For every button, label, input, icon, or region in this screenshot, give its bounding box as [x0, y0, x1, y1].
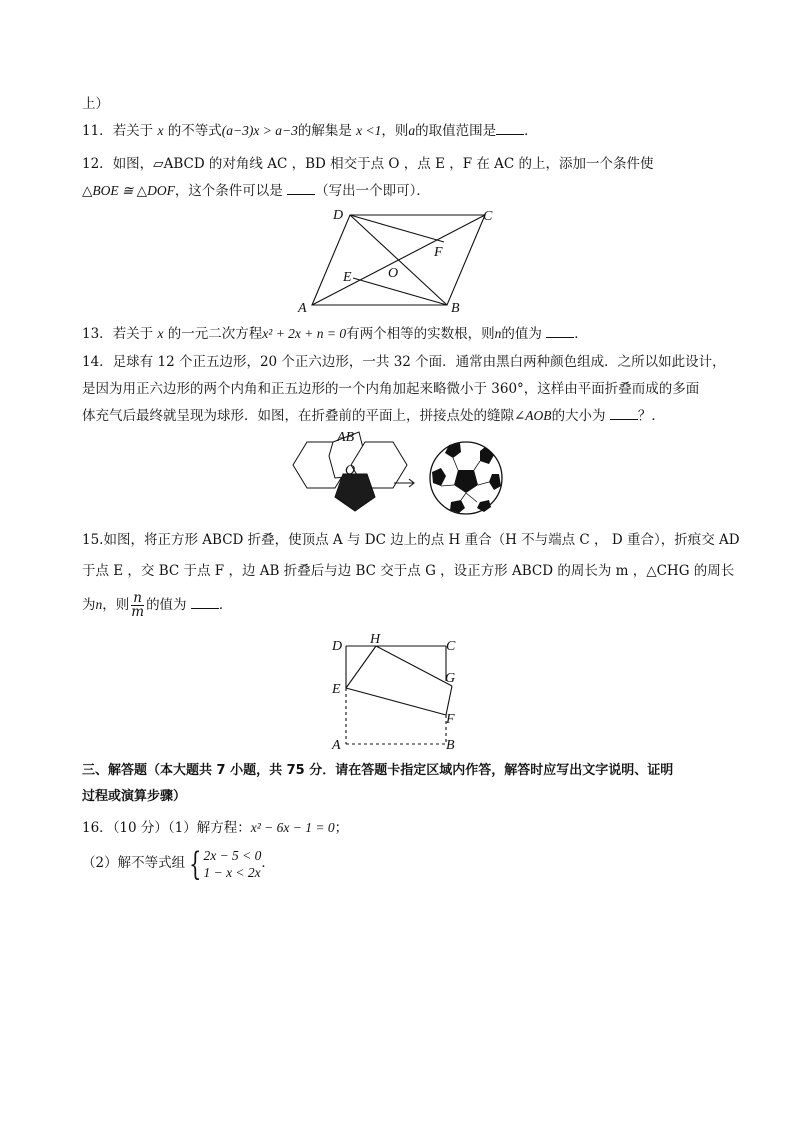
q11-solution: x <1 — [356, 123, 382, 138]
question-12-line-2 — [82, 181, 430, 201]
q12-line-2-text: ，这个条件可以是 — [174, 183, 283, 199]
label-e: E — [332, 682, 341, 697]
q14-line-3-end: ？． — [637, 408, 665, 424]
q15-square-figure — [328, 632, 468, 754]
label-d: D — [332, 639, 343, 654]
label-b: B — [345, 430, 355, 445]
q13-number: 13． — [82, 326, 113, 342]
q14-number: 14． — [82, 354, 113, 370]
section-3-heading-line-1: 三、解答题（本大题共 7 小题，共 75 分．请在答题卡指定区域内作答，解答时应写出文字说明、证明 — [82, 763, 674, 778]
q11-text-1: 若关于 — [112, 123, 154, 139]
q14-line-2-text: 是因为用正六边形的两个内角和正五边形的一个内角加起来略微小于 360°，这样由平面折叠而成的多面 — [82, 381, 700, 397]
q11-var-a: a — [408, 123, 416, 138]
q15-line-1-text: 如图，将正方形 ABCD 折叠，使顶点 A 与 DC 边上的点 H 重合（H 不与端点 C ， D 重合），折痕交 AD — [103, 532, 740, 548]
label-b: B — [446, 738, 455, 753]
q12-answer-blank — [287, 182, 315, 195]
label-d: D — [333, 208, 344, 223]
q11-text-4: ，则 — [381, 123, 409, 139]
label-c: C — [446, 639, 456, 654]
q13-equation: x² + 2x + n = 0 — [262, 326, 347, 341]
question-11 — [82, 121, 538, 141]
label-h: H — [370, 632, 381, 647]
q11-text-3: 的解集是 — [297, 123, 352, 139]
q12-number: 12． — [82, 156, 113, 172]
question-13 — [82, 324, 588, 344]
question-14-line-1 — [82, 352, 726, 372]
q15-number: 15. — [82, 532, 104, 548]
label-g: G — [445, 671, 456, 686]
crease-ef — [346, 688, 446, 715]
label-o: O — [388, 266, 399, 281]
label-ab — [336, 430, 355, 445]
label-a: A — [298, 301, 307, 316]
question-14-line-2 — [82, 379, 699, 399]
label-f: F — [434, 245, 443, 260]
q15-line-3-text-b: ，则 — [102, 597, 130, 613]
question-15-line-3 — [82, 590, 232, 620]
question-14-line-3 — [82, 406, 665, 426]
q16-part-2-end: ． — [261, 855, 275, 871]
q14-line-3-text: 体充气后最终就呈现为球形．如图，在折叠前的平面上，拼接点处的缝隙 — [82, 408, 514, 424]
q14-line-1-text: 足球有 12 个正五边形，20 个正六边形，一共 32 个面．通常由黑白两种颜色组成．之所以如此设计， — [112, 354, 726, 370]
q15-line-2-text: 于点 E ，交 BC 于点 F ，边 AB 折叠后与边 BC 交于点 G ，设正方形 ABCD 的周长为 m ，△CHG 的周长 — [82, 563, 735, 579]
question-16-part-1 — [82, 818, 348, 838]
label-a: A — [332, 738, 341, 753]
fraction-numerator: n — [131, 592, 144, 606]
q16-equation: x² − 6x − 1 = 0 — [250, 820, 335, 835]
q14-answer-blank — [610, 407, 638, 420]
q13-text-2: 的一元二次方程 — [167, 326, 263, 342]
inequality-2: 1 − x < 2x — [203, 864, 261, 880]
top-fragment: 上） — [82, 96, 109, 112]
question-12-line-1 — [82, 154, 654, 174]
question-16-part-2 — [82, 845, 275, 881]
q11-answer-blank — [496, 122, 524, 135]
q16-part-1-end: ； — [334, 820, 349, 836]
q12-parallelogram-figure — [295, 205, 510, 317]
q15-fraction — [131, 592, 144, 619]
inequality-1: 2x − 5 < 0 — [203, 847, 262, 863]
q14-figure — [285, 428, 507, 523]
q13-text-4: 的值为 — [501, 326, 542, 342]
q11-text-5: 的取值范围是 — [415, 123, 497, 139]
q11-inequality: (a−3)x > a−3 — [221, 123, 298, 138]
q13-end: ． — [574, 326, 588, 342]
label-o: O — [345, 463, 356, 478]
system-brace: { — [189, 844, 202, 883]
q13-var-x: x — [157, 326, 164, 341]
folded-gf — [446, 686, 452, 715]
q16-points: （10 分） — [112, 820, 168, 836]
q16-part-1-label: （1）解方程： — [167, 820, 251, 836]
question-15-line-2 — [82, 561, 734, 581]
label-a: A — [337, 430, 346, 445]
q14-line-3-text-b: 的大小为 — [551, 408, 606, 424]
folded-hg — [376, 646, 452, 686]
inequality-system — [203, 847, 261, 881]
segment-eh — [346, 646, 376, 688]
q12-congruence: △BOE ≅ △DOF — [82, 183, 175, 198]
q12-line-2-end: （写出一个即可）． — [315, 183, 430, 199]
q15-answer-blank — [191, 596, 219, 609]
q15-end: ． — [218, 597, 233, 613]
label-b: B — [451, 301, 460, 316]
q15-var-n: n — [95, 597, 103, 612]
q16-part-2-label: （2）解不等式组 — [82, 855, 186, 871]
question-15-line-1 — [82, 530, 740, 550]
label-e: E — [343, 270, 352, 285]
black-pentagon — [335, 474, 375, 511]
q15-line-3-text-a: 为 — [82, 597, 96, 613]
q12-line-1-text: 如图，▱ABCD 的对角线 AC ，BD 相交于点 O ，点 E ，F 在 AC 的上，添加一个条件使 — [112, 156, 654, 172]
q16-number: 16． — [82, 820, 113, 836]
q11-end: ． — [524, 123, 538, 139]
q13-text-3: 有两个相等的实数根，则 — [346, 326, 495, 342]
q11-var-x: x — [157, 123, 164, 138]
soccer-ball — [430, 442, 502, 514]
label-c: C — [483, 209, 493, 224]
q11-text-2: 的不等式 — [167, 123, 222, 139]
label-f: F — [446, 712, 455, 727]
q15-line-3-text-c: 的值为 — [146, 597, 187, 613]
section-3-heading-line-2: 过程或演算步骤） — [82, 789, 187, 804]
q14-angle: ∠AOB — [514, 408, 552, 423]
q13-text-1: 若关于 — [112, 326, 154, 342]
q13-answer-blank — [546, 325, 574, 338]
fraction-denominator: m — [131, 604, 145, 620]
q13-var-n: n — [494, 326, 502, 341]
q11-number: 11． — [82, 123, 113, 139]
